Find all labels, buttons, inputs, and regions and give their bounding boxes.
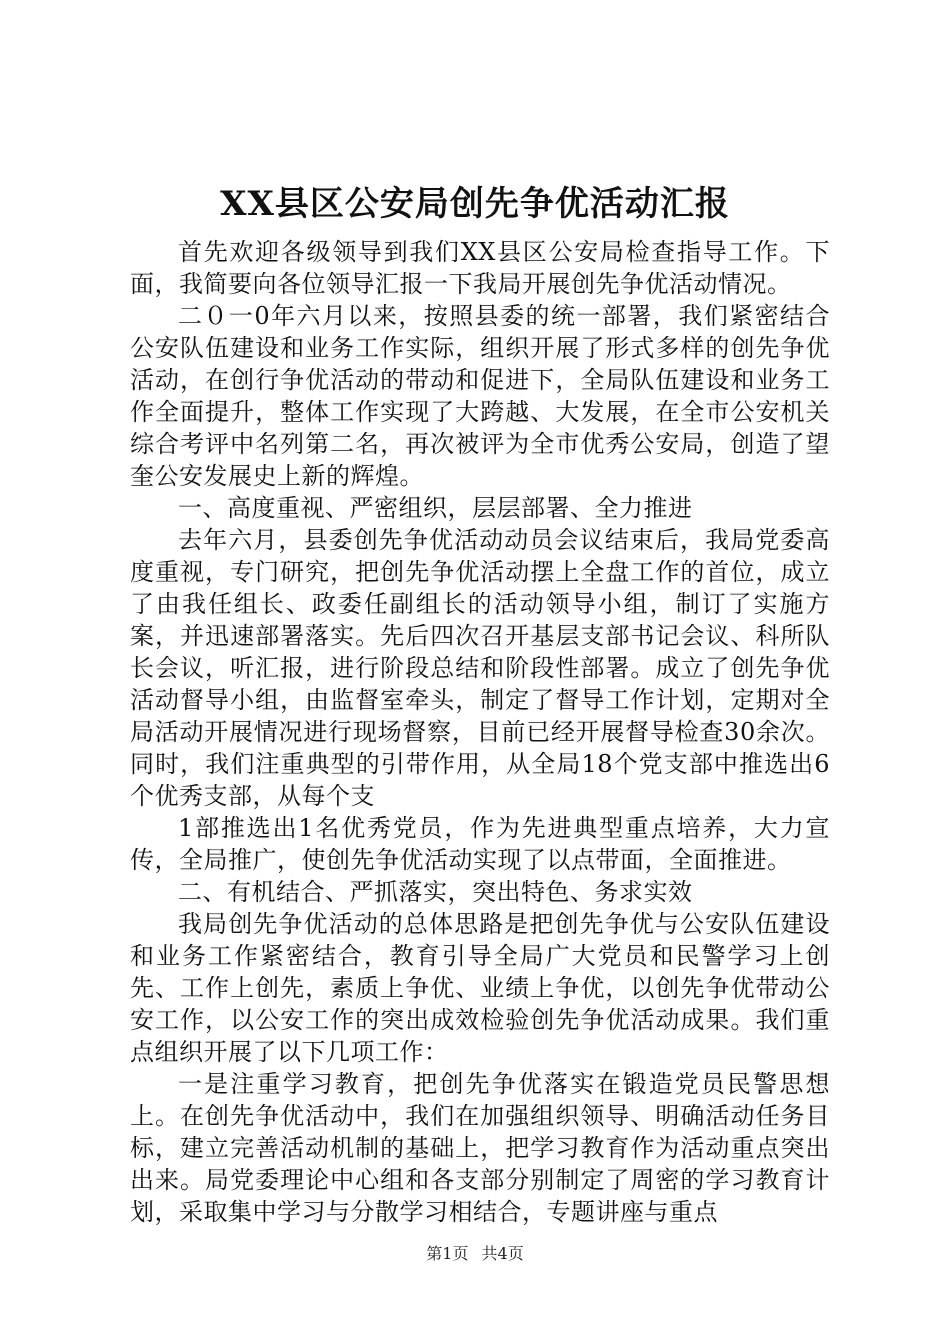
paragraph-intro: 首先欢迎各级领导到我们XX县区公安局检查指导工作。下面，我简要向各位领导汇报一下我局开展创先争优活动情况。 [130,238,830,298]
page-number: 第1页 [426,1244,469,1263]
paragraph-section-2: 我局创先争优活动的总体思路是把创先争优与公安队伍建设和业务工作紧密结合，教育引导全局广大党员和民警学习上创先、工作上创先，素质上争优、业绩上争优，以创先争优带动公安工作，以公安工作的突出成效检验创先争优活动成果。我们重点组织开展了以下几项工作： [130,910,830,1066]
section-heading-2: 二、有机结合、严抓落实，突出特色、务求实效 [178,878,693,906]
page-total: 共4页 [481,1244,524,1263]
paragraph-section-1: 去年六月，县委创先争优活动动员会议结束后，我局党委高度重视，专门研究，把创先争优活动摆上全盘工作的首位，成立了由我任组长、政委任副组长的活动领导小组，制订了实施方案，并迅速部署落实。先后四次召开基层支部书记会议、科所队长会议，听汇报，进行阶段总结和阶段性部署。成立了创先争优活动督导小组，由监督室牵头，制定了督导工作计划，定期对全局活动开展情况进行现场督察，目前已经开展督导检查30余次。同时，我们注重典型的引带作用，从全局18个党支部中推选出6个优秀支部，从每个支 [130,526,830,810]
document-body [130,236,830,1228]
paragraph-overview: 二０一0年六月以来，按照县委的统一部署，我们紧密结合公安队伍建设和业务工作实际，组织开展了形式多样的创先争优活动，在创行争优活动的带动和促进下，全局队伍建设和业务工作全面提升，整体工作实现了大跨越、大发展，在全市公安机关综合考评中名列第二名，再次被评为全市优秀公安局，创造了望奎公安发展史上新的辉煌。 [130,302,830,490]
paragraph-section-1-continued: 1部推选出1名优秀党员，作为先进典型重点培养，大力宣传，全局推广，使创先争优活动实现了以点带面，全面推进。 [130,814,830,874]
document-title: XX县区公安局创先争优活动汇报 [220,184,730,224]
section-heading-1: 一、高度重视、严密组织，层层部署、全力推进 [178,494,693,522]
page-footer [0,1242,950,1266]
paragraph-item-1: 一是注重学习教育，把创先争优落实在锻造党员民警思想上。在创先争优活动中，我们在加强组织领导、明确活动任务目标，建立完善活动机制的基础上，把学习教育作为活动重点突出出来。局党委理论中心组和各支部分别制定了周密的学习教育计划，采取集中学习与分散学习相结合，专题讲座与重点 [130,1070,830,1226]
